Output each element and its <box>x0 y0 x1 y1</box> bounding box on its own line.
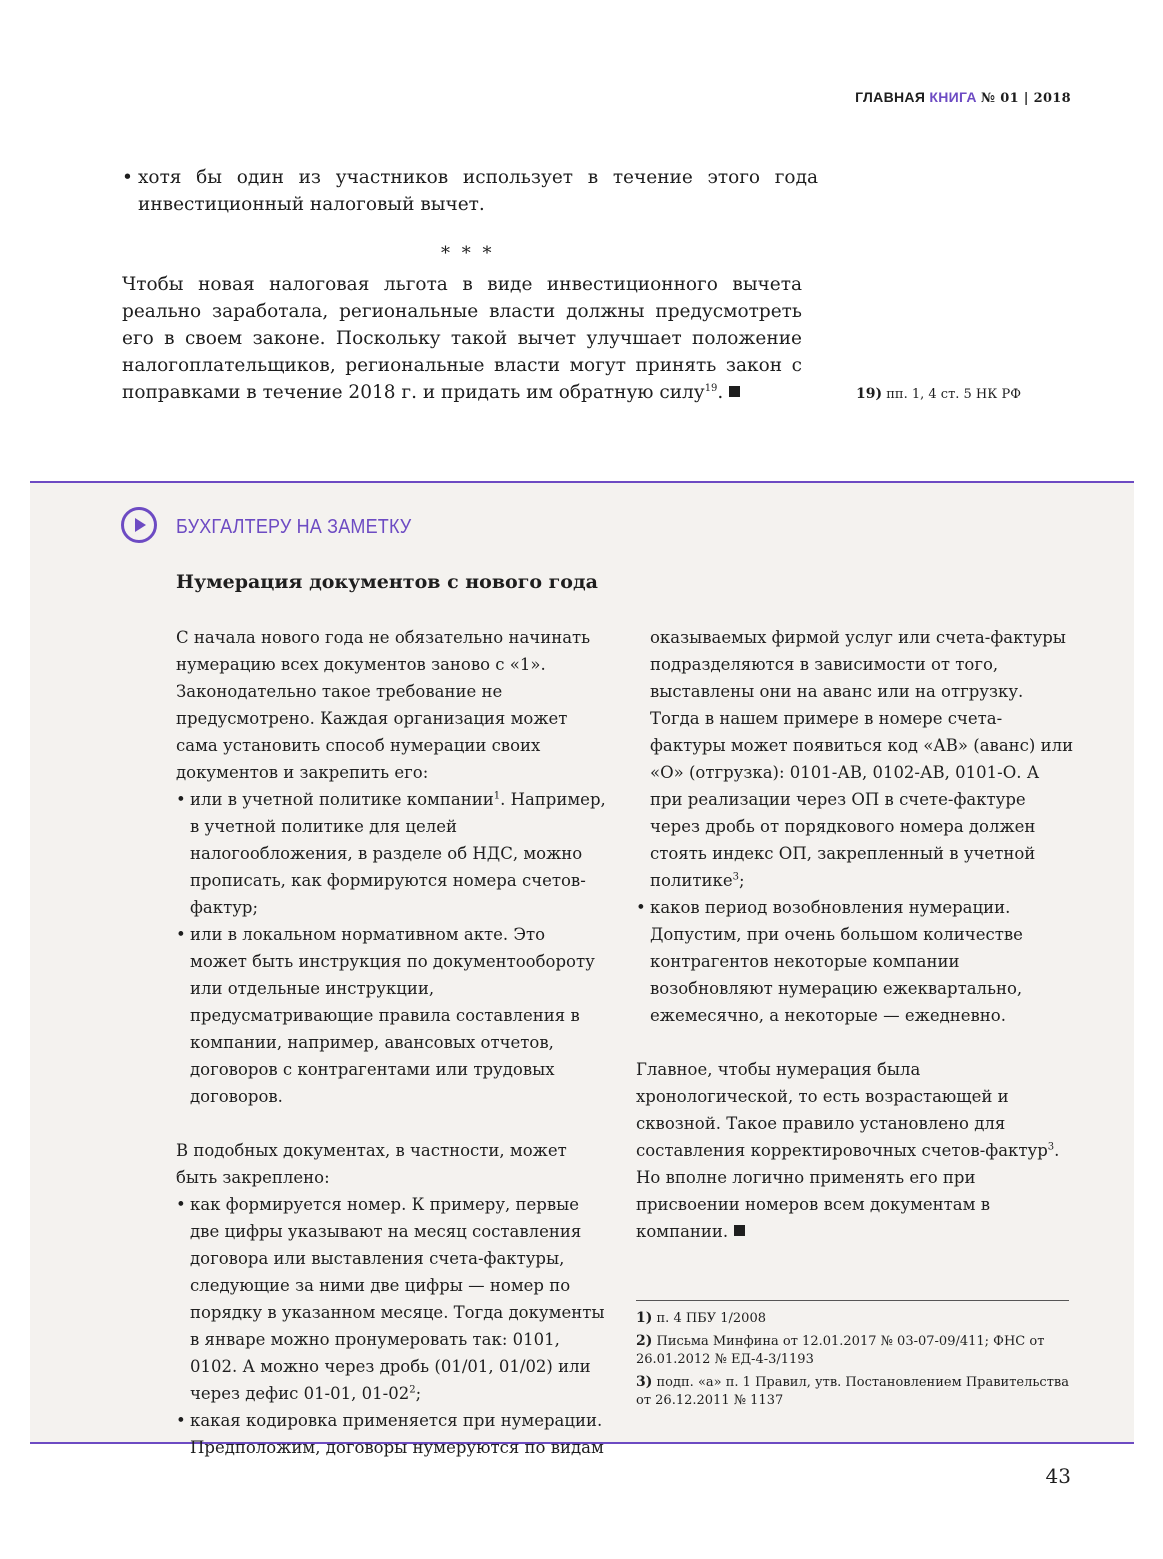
box-footnotes <box>636 1309 1076 1414</box>
box-tag-label: БУХГАЛТЕРУ НА ЗАМЕТКУ <box>176 516 412 538</box>
box-right-column <box>636 624 1076 1245</box>
main-bullet-item: • хотя бы один из участников использует в течение этого года инвестиционный налоговый вычет. <box>122 164 818 218</box>
footnote-divider <box>636 1300 1069 1301</box>
box-paragraph-2: В подобных документах, в частности, может быть закреплено: <box>176 1141 567 1187</box>
brand-word-1: ГЛАВНАЯ <box>855 89 926 105</box>
brand-word-2: КНИГА <box>929 89 977 105</box>
footnote-ref-3[interactable]: 3 <box>732 871 739 883</box>
list-item: • каков период возобновления нумерации. Допустим, при очень большом количестве контрагентов некоторые компании возобновляют нумерацию ежеквартально, ежемесячно, а некоторые — ежедневно. <box>636 894 1076 1029</box>
running-header <box>855 89 1071 106</box>
box-conclusion: Главное, чтобы нумерация была хронологической, то есть возрастающей и сквозной. Такое правило установлено для составления корректировочных счетов-фактур$^3$. Но вполне логично применять его при присвоении номеров всем документам в компании. <box>636 1060 1060 1241</box>
section-separator: * * * <box>441 243 495 264</box>
side-footnote: 19) пп. 1, 4 ст. 5 НК РФ <box>856 386 1021 402</box>
footnote-ref-2[interactable]: 2 <box>409 1384 416 1396</box>
list-item: • или в учетной политике компании$^1$. Например, в учетной политике для целей налогообложения, в разделе об НДС, можно прописать, как формируются номера счетов-фактур; <box>176 786 606 921</box>
play-icon <box>121 507 157 543</box>
box-title: Нумерация документов с нового года <box>176 571 598 593</box>
box-intro: С начала нового года не обязательно начинать нумерацию всех документов заново с «1». Законодательно такое требование не предусмотрено. Каждая организация может сама установить способ нумерации своих документов и закрепить его: <box>176 628 591 782</box>
main-paragraph: Чтобы новая налоговая льгота в виде инвестиционного вычета реально заработала, региональные власти должны предусмотреть его в своем законе. Поскольку такой вычет улучшает положение налогоплательщиков, региональные власти могут принять закон с поправками в течение 2018 г. и придать им обратную силу$^{19}$. <box>122 274 802 403</box>
footnote-ref-1[interactable]: 1 <box>493 790 501 802</box>
footnote-ref-3b[interactable]: 3 <box>1047 1141 1055 1153</box>
footnote-2: 2) Письма Минфина от 12.01.2017 № 03-07-09/411; ФНС от 26.01.2012 № ЕД-4-3/1193 <box>636 1333 1045 1367</box>
footnote-1: 1) п. 4 ПБУ 1/2008 <box>636 1310 766 1326</box>
issue-number: № 01 | 2018 <box>980 91 1071 106</box>
list-item: • или в локальном нормативном акте. Это может быть инструкция по документообороту или отдельные инструкции, предусматривающие правила составления в компании, например, авансовых отчетов, договоров с контрагентами или трудовых договоров. <box>176 921 606 1110</box>
list-item: • какая кодировка применяется при нумерации. Предположим, договоры нумеруются по видам <box>176 1407 606 1461</box>
list-item: • как формируется номер. К примеру, первые две цифры указывают на месяц составления договора или выставления счета-фактуры, следующие за ними две цифры — номер по порядку в указанном месяце. Тогда документы в январе можно пронумеровать так: 0101, 0102. А можно через дробь (01/01, 01/02) или через дефис 01-01, $01-02^2$; <box>176 1191 606 1407</box>
page-number: 43 <box>1045 1464 1071 1488</box>
list-item-continuation: оказываемых фирмой услуг или счета-фактуры подразделяются в зависимости от того, выставлены они на аванс или на отгрузку. Тогда в нашем примере в номере счета-фактуры может появиться код «АВ» (аванс) или «О» (отгрузка): 0101-АВ, 0102-АВ, 0101-О. А при реализации через ОП в счете-фактуре через дробь от порядкового номера должен стоять индекс ОП, закрепленный в учетной политике$^3$; <box>650 628 1074 890</box>
end-mark-icon <box>734 1225 745 1236</box>
footnote-3: 3) подп. «а» п. 1 Правил, утв. Постановлением Правительства от 26.12.2011 № 1137 <box>636 1374 1069 1408</box>
footnote-ref-19[interactable]: 19 <box>704 382 718 394</box>
box-left-column <box>176 624 606 1461</box>
end-mark-icon <box>729 386 740 397</box>
